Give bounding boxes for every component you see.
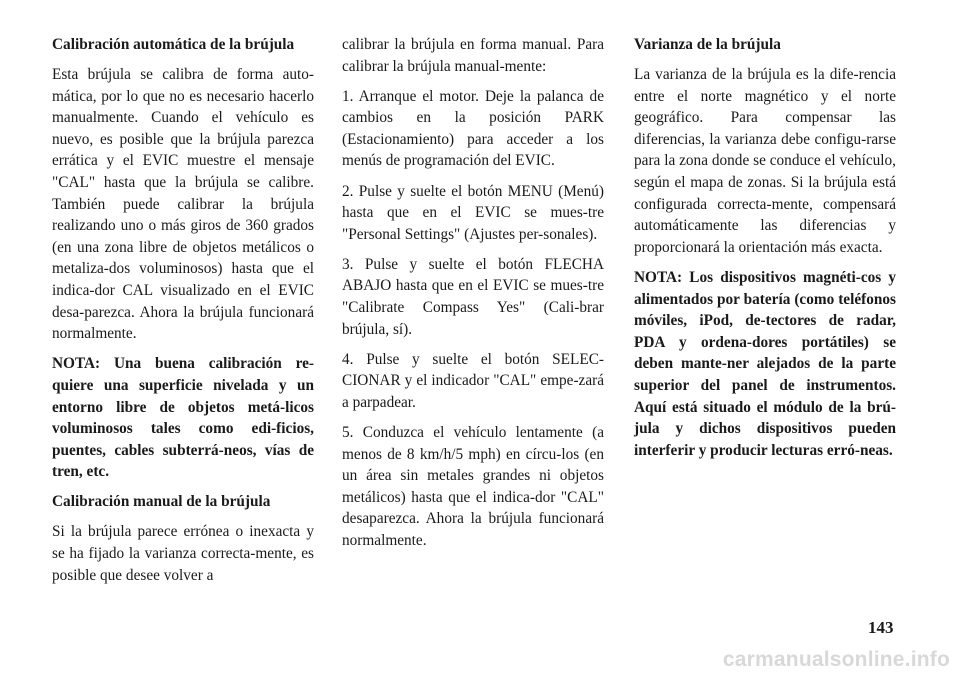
step-3: 3. Pulse y suelte el botón FLECHA ABAJO hasta que en el EVIC se mues-tre "Calibrate Compass Yes" (Cali-brar brújula, sí). <box>342 255 604 338</box>
watermark: carmanualsonline.info <box>722 648 950 671</box>
column-1 <box>52 34 314 595</box>
step-4: 4. Pulse y suelte el botón SELEC-CIONAR y el indicador "CAL" empe-zará a parpadear. <box>342 350 604 411</box>
paragraph-manual-calibration-cont: calibrar la brújula en forma manual. Para calibrar la brújula manual-mente: <box>342 36 604 75</box>
column-2 <box>342 34 604 560</box>
paragraph-compass-variance: La varianza de la brújula es la dife-rencia entre el norte magnético y el norte geográfico. Para compensar las diferencias, la varianza debe configu-rarse para la zona donde se conduce el vehículo, según el mapa de zonas. Si la brújula está configurada correcta-mente, compensará automáticamente las diferencias y proporcionará la orientación más exacta. <box>634 66 896 256</box>
heading-compass-variance: Varianza de la brújula <box>634 36 781 53</box>
note-magnetic-devices: NOTA: Los dispositivos magnéti-cos y alimentados por batería (como teléfonos móviles, iPod, de-tectores de radar, PDA y ordena-dores portátiles) se deben mante-ner alejados de la parte superior del panel de instrumentos. Aquí está situado el módulo de la brú-jula y dichos dispositivos pueden interferir y producir lecturas erró-neas. <box>634 268 896 459</box>
paragraph-automatic-calibration: Esta brújula se calibra de forma auto-mática, por lo que no es necesario hacerlo manualmente. Cuando el vehículo es nuevo, es posible que la brújula parezca errática y el EVIC muestre el mensaje "CAL" hasta que la brújula se calibre. También puede calibrar la brújula realizando uno o más giros de 360 grados (en una zona libre de objetos metálicos o metaliza-dos voluminosos) hasta que el indica-dor CAL visualizado en el EVIC desa-parezca. Ahora la brújula funcionará normalmente. <box>52 66 314 343</box>
page-number: 143 <box>868 618 894 637</box>
step-5: 5. Conduzca el vehículo lentamente (a menos de 8 km/h/5 mph) en círcu-los (en un área sin metales grandes ni objetos metálicos) hasta que el indica-dor "CAL" desaparezca. Ahora la brújula funcionará normalmente. <box>342 424 604 549</box>
heading-manual-calibration: Calibración manual de la brújula <box>52 493 271 511</box>
heading-automatic-calibration: Calibración automática de la brújula <box>52 36 295 53</box>
note-calibration-surface: NOTA: Una buena calibración re-quiere una superficie nivelada y un entorno libre de objetos metá-licos voluminosos tales como edi-ficios, puentes, cables subterrá-neos, vías de tren, etc. <box>52 355 314 481</box>
column-3 <box>634 34 896 470</box>
paragraph-manual-calibration-intro: Si la brújula parece errónea o inexacta y se ha fijado la varianza correcta-mente, es posible que desee volver a <box>52 523 314 584</box>
step-2: 2. Pulse y suelte el botón MENU (Menú) hasta que en el EVIC se mues-tre "Personal Settings" (Ajustes per-sonales). <box>342 182 604 243</box>
step-1: 1. Arranque el motor. Deje la palanca de cambios en la posición PARK (Estacionamiento) para acceder a los menús de programación del EVIC. <box>342 87 604 170</box>
